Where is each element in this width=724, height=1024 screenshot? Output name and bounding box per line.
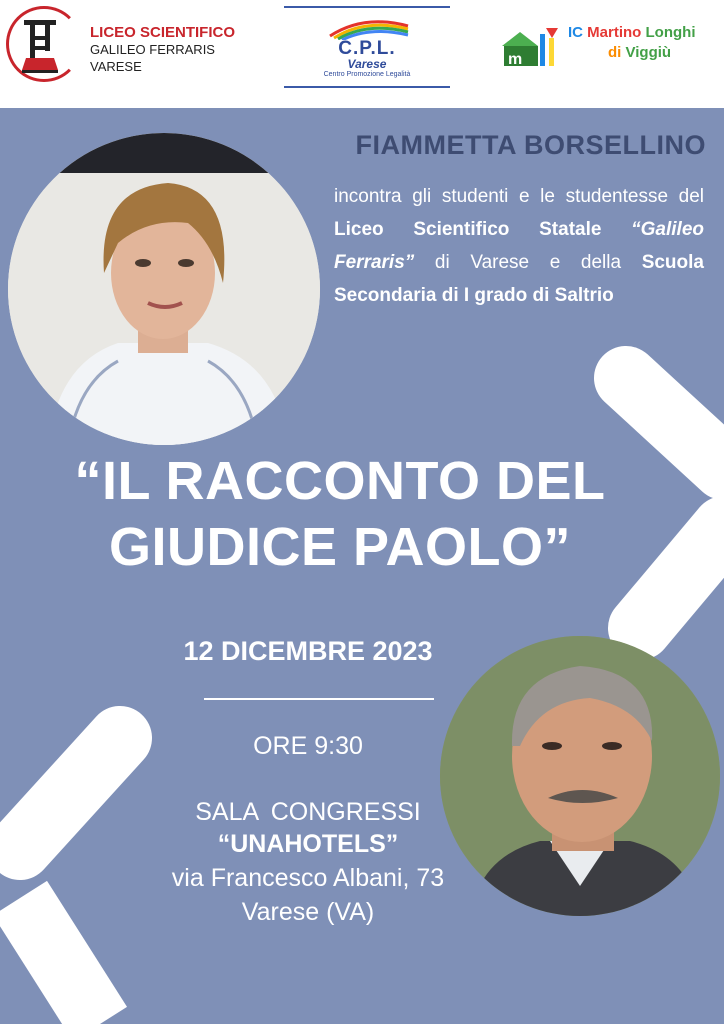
venue-name: SALA CONGRESSI — [195, 798, 421, 826]
logo-liceo-scientifico — [6, 6, 236, 96]
venue-hotel: “UNAHOTELS” — [217, 830, 399, 858]
event-time: ORE 9:30 — [253, 732, 363, 760]
event-title-line2: GIUDICE PAOLO” — [108, 517, 572, 577]
rainbow-swoosh-icon — [324, 18, 414, 40]
logo-liceo-line1: LICEO SCIENTIFICO — [90, 24, 236, 41]
event-date: 12 DICEMBRE 2023 — [183, 636, 433, 666]
logo-ic-line2: di Viggiù — [608, 44, 672, 61]
chevron-left-lower-shape — [20, 898, 100, 1024]
speaker-name: FIAMMETTA BORSELLINO — [355, 130, 706, 160]
header — [0, 0, 724, 108]
venue-address: via Francesco Albani, 73 — [171, 864, 445, 892]
logo-ic-line1: IC Martino Longhi — [568, 24, 696, 41]
event-title — [20, 448, 660, 580]
logo-cpl-name: C.P.L. — [338, 38, 396, 59]
logo-cpl-subtitle: Centro Promozione Legalità — [323, 71, 411, 78]
logo-cpl-varese — [284, 6, 450, 88]
school-crest-icon — [18, 14, 70, 76]
chevron-left-shape — [20, 738, 120, 848]
logo-liceo-line3: VARESE — [90, 59, 142, 74]
house-ml-icon — [500, 24, 562, 70]
venue-city: Varese (VA) — [241, 898, 375, 926]
speaker-intro: incontra gli studenti e le studentesse del Liceo Scientifico Statale “Galileo Ferraris” di Varese e della Scuola Secondaria di I grado di Saltrio — [334, 186, 704, 306]
portrait-fiammetta-borsellino — [8, 133, 320, 445]
event-title-line1: “IL RACCONTO DEL — [74, 451, 606, 511]
logo-cpl-city: Varese — [347, 57, 387, 71]
logo-ic-martino-longhi — [500, 18, 720, 78]
svg-text:m: m — [508, 51, 523, 68]
divider — [204, 698, 434, 700]
logo-liceo-line2: GALILEO FERRARIS — [90, 42, 215, 57]
